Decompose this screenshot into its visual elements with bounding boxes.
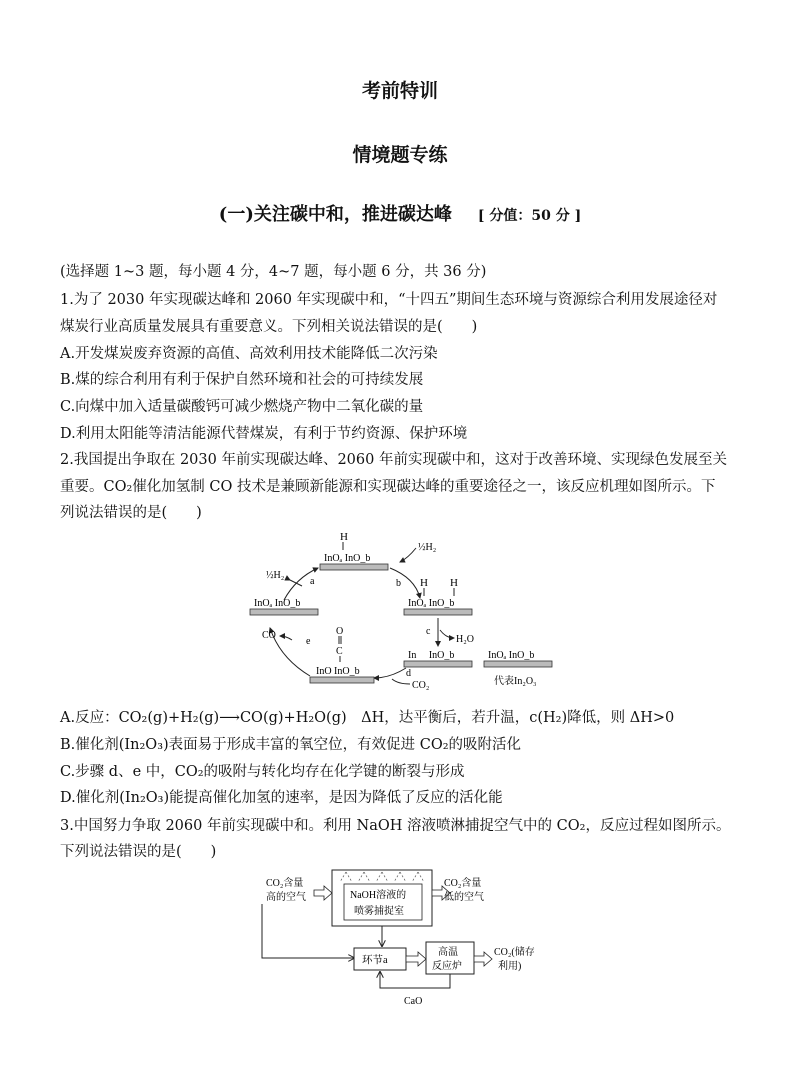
page-subtitle: 情境题专练 xyxy=(352,144,448,166)
q1-option-d: D.利用太阳能等清洁能源代替煤炭，有利于节约资源、保护环境 xyxy=(60,426,468,442)
q2-stem-line3: 列说法错误的是( ) xyxy=(60,505,202,521)
section-title-text: (一)关注碳中和，推进碳达峰 xyxy=(218,204,452,225)
co-label: CO xyxy=(262,630,276,641)
top-catalyst-surface xyxy=(320,564,388,570)
input-air-line2: 高的空气 xyxy=(266,892,306,903)
half-h2-left: ½H₂ xyxy=(266,570,285,581)
q2-option-a: A.反应：CO₂(g)+H₂(g)⟶CO(g)+H₂O(g) ΔH，达平衡后，若升温，c(H₂)降低，则 ΔH>0 xyxy=(60,710,675,726)
co2-label: CO₂ xyxy=(412,680,430,691)
q3-stem-line2: 下列说法错误的是( ) xyxy=(60,844,217,860)
step-c-label: c xyxy=(426,626,431,637)
q1-option-b: B.煤的综合利用有利于保护自然环境和社会的可持续发展 xyxy=(60,372,424,388)
output-air-line2: 低的空气 xyxy=(444,892,484,903)
q1-stem-line1: 1.为了 2030 年实现碳达峰和 2060 年实现碳中和，“十四五”期间生态环境与资源综合利用发展途径对 xyxy=(60,292,718,308)
q2-option-b: B.催化剂(In₂O₃)表面易于形成丰富的氧空位，有效促进 CO₂的吸附活化 xyxy=(60,737,522,753)
bottom-right-catalyst-surface xyxy=(404,661,472,667)
legend-catalyst-label: InOₐ InO_b xyxy=(488,650,535,661)
right-h-atom-2: H xyxy=(450,577,458,589)
legend-text: 代表In₂O₃ xyxy=(494,676,537,687)
section-title xyxy=(0,200,800,226)
right-catalyst-label: InOₐ InO_b xyxy=(408,598,455,609)
chamber-line2: 喷雾捕捉室 xyxy=(354,906,404,917)
chamber-line1: NaOH溶液的 xyxy=(350,890,407,901)
q2-stem-line1: 2.我国提出争取在 2030 年前实现碳达峰、2060 年前实现碳中和，这对于改善环境、实现绿色发展至关 xyxy=(60,452,727,468)
step-a-label: a xyxy=(310,576,315,587)
q2-option-d: D.催化剂(In₂O₃)能提高催化加氢的速率，是因为降低了反应的活化能 xyxy=(60,790,503,806)
mechanism-diagram xyxy=(240,528,570,693)
step-e-label: e xyxy=(306,636,311,647)
bottom-left-o-atom: O xyxy=(336,626,344,637)
q1-stem-line2: 煤炭行业高质量发展具有重要意义。下列相关说法错误的是( ) xyxy=(60,319,478,335)
furnace-line1: 高温 xyxy=(438,947,458,958)
bottom-right-catalyst-label: In InO_b xyxy=(408,650,455,661)
right-catalyst-surface xyxy=(404,609,472,615)
storage-line2: 利用) xyxy=(498,961,522,972)
intro-text: (选择题 1~3 题，每小题 4 分，4~7 题，每小题 6 分，共 36 分) xyxy=(60,264,487,280)
left-catalyst-surface xyxy=(250,609,318,615)
bottom-left-catalyst-label: InO InO_b xyxy=(316,666,360,677)
input-air-line1: CO₂含量 xyxy=(266,878,304,889)
left-catalyst-label: InOₐ InO_b xyxy=(254,598,301,609)
right-h-atom-1: H xyxy=(420,577,428,589)
legend-catalyst-surface xyxy=(484,661,552,667)
q1-option-c: C.向煤中加入适量碳酸钙可减少燃烧产物中二氧化碳的量 xyxy=(60,399,424,415)
h2o-label: H₂O xyxy=(456,634,474,645)
cao-label: CaO xyxy=(404,996,423,1007)
bottom-left-c-atom: C xyxy=(336,646,343,657)
output-air-line1: CO₂含量 xyxy=(444,878,482,889)
process-diagram xyxy=(258,864,558,1014)
step-d-label: d xyxy=(406,668,411,679)
step-a-text: 环节a xyxy=(362,955,388,966)
storage-line1: CO₂(储存 xyxy=(494,947,535,958)
furnace-line2: 反应炉 xyxy=(432,961,462,972)
q2-stem-line2: 重要。CO₂催化加氢制 CO 技术是兼顾新能源和实现碳达峰的重要途径之一，该反应机理如图所示。下 xyxy=(60,479,716,495)
page-title: 考前特训 xyxy=(361,80,438,102)
q2-option-c: C.步骤 d、e 中，CO₂的吸附与转化均存在化学键的断裂与形成 xyxy=(60,764,465,780)
q1-option-a: A.开发煤炭废弃资源的高值、高效利用技术能降低二次污染 xyxy=(60,346,438,362)
step-b-label: b xyxy=(396,578,401,589)
top-catalyst-label: InOₐ InO_b xyxy=(324,553,371,564)
bottom-left-catalyst-surface xyxy=(310,677,374,683)
section-score: [ 分值：50 分 ] xyxy=(477,208,582,224)
top-h-atom: H xyxy=(340,531,348,543)
q3-stem-line1: 3.中国努力争取 2060 年前实现碳中和。利用 NaOH 溶液喷淋捕捉空气中的 CO₂，反应过程如图所示。 xyxy=(60,818,731,834)
half-h2-right: ½H₂ xyxy=(418,542,437,553)
